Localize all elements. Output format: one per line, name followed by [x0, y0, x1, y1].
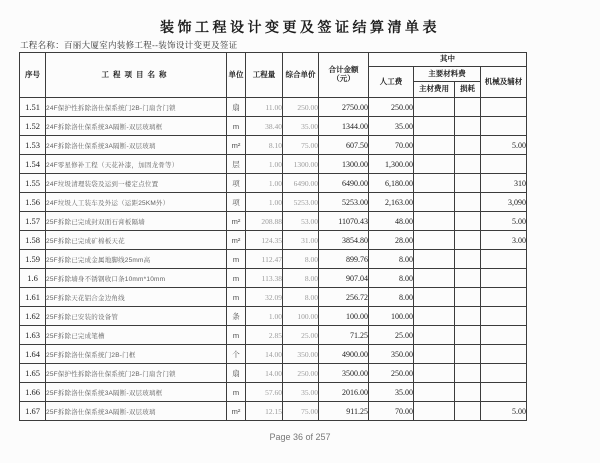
cell-labor: 48.00	[369, 212, 414, 231]
cell-seq: 1.64	[20, 345, 46, 364]
header-loss: 损耗	[455, 82, 481, 98]
cell-loss	[455, 402, 481, 421]
cell-unit: 条	[227, 307, 246, 326]
cell-unit: 扇	[227, 364, 246, 383]
cell-seq: 1.66	[20, 383, 46, 402]
cell-item-name: 25F拆除已完成笔槽	[46, 326, 227, 345]
cell-loss	[455, 269, 481, 288]
cell-seq: 1.57	[20, 212, 46, 231]
cell-main-material	[414, 269, 455, 288]
cell-quantity: 11.00	[246, 98, 283, 117]
cell-unit: m	[227, 326, 246, 345]
cell-machinery	[481, 250, 527, 269]
header-unit-price: 综合单价	[283, 53, 319, 98]
cell-labor: 100.00	[369, 307, 414, 326]
cell-loss	[455, 98, 481, 117]
table-body	[20, 98, 527, 421]
cell-seq: 1.6	[20, 269, 46, 288]
cell-quantity: 1.00	[246, 193, 283, 212]
cell-item-name: 25F拆除已完成金属地脚线25mm高	[46, 250, 227, 269]
cell-main-material	[414, 193, 455, 212]
cell-unit-price: 5253.00	[283, 193, 319, 212]
project-name: 工程名称：百丽大厦室内装修工程--装饰设计变更及签证	[20, 40, 238, 50]
cell-quantity: 12.15	[246, 402, 283, 421]
cell-unit: m	[227, 117, 246, 136]
cell-item-name: 24F垃圾人工装车及外运（运距25KM外）	[46, 193, 227, 212]
cell-labor: 28.00	[369, 231, 414, 250]
cell-machinery: 5.00	[481, 402, 527, 421]
table-row	[20, 231, 527, 250]
cell-unit-price: 8.00	[283, 250, 319, 269]
cell-unit: m²	[227, 136, 246, 155]
settlement-table	[19, 52, 527, 421]
cell-quantity: 32.09	[246, 288, 283, 307]
cell-machinery: 5.00	[481, 136, 527, 155]
cell-total: 11070.43	[319, 212, 369, 231]
cell-unit-price: 350.00	[283, 345, 319, 364]
table-row	[20, 250, 527, 269]
cell-main-material	[414, 98, 455, 117]
cell-unit-price: 250.00	[283, 364, 319, 383]
cell-labor: 35.00	[369, 383, 414, 402]
cell-loss	[455, 174, 481, 193]
table-row	[20, 402, 527, 421]
header-main-material-cost: 主材费用	[414, 82, 455, 98]
table-row	[20, 174, 527, 193]
cell-loss	[455, 212, 481, 231]
cell-labor: 25.00	[369, 326, 414, 345]
table-row	[20, 117, 527, 136]
cell-main-material	[414, 402, 455, 421]
cell-seq: 1.53	[20, 136, 46, 155]
cell-total: 71.25	[319, 326, 369, 345]
table-header	[20, 53, 527, 98]
header-unit: 单位	[227, 53, 246, 98]
cell-loss	[455, 307, 481, 326]
cell-machinery	[481, 364, 527, 383]
cell-loss	[455, 231, 481, 250]
cell-unit-price: 8.00	[283, 288, 319, 307]
cell-main-material	[414, 383, 455, 402]
cell-main-material	[414, 288, 455, 307]
cell-total: 100.00	[319, 307, 369, 326]
cell-unit-price: 75.00	[283, 136, 319, 155]
cell-item-name: 25F拆除天花铝合金边角线	[46, 288, 227, 307]
cell-seq: 1.56	[20, 193, 46, 212]
cell-seq: 1.62	[20, 307, 46, 326]
cell-item-name: 25F拆除洛仕保系统3A隔断-双层玻璃	[46, 402, 227, 421]
cell-unit: m²	[227, 212, 246, 231]
cell-unit-price: 100.00	[283, 307, 319, 326]
cell-seq: 1.51	[20, 98, 46, 117]
cell-seq: 1.59	[20, 250, 46, 269]
header-among-which: 其中	[369, 53, 527, 67]
table-row	[20, 212, 527, 231]
cell-machinery: 3.00	[481, 231, 527, 250]
header-machinery: 机械及辅材	[481, 67, 527, 98]
cell-loss	[455, 155, 481, 174]
cell-item-name: 25F拆除洛仕保系统门2B-门框	[46, 345, 227, 364]
cell-total: 911.25	[319, 402, 369, 421]
cell-machinery	[481, 345, 527, 364]
cell-labor: 8.00	[369, 288, 414, 307]
cell-total: 2750.00	[319, 98, 369, 117]
cell-quantity: 2.85	[246, 326, 283, 345]
cell-item-name: 24F零星修补工程（天花补漆，加固龙骨等）	[46, 155, 227, 174]
cell-unit-price: 8.00	[283, 269, 319, 288]
header-total-amount: 合计金额 （元）	[319, 53, 369, 98]
cell-main-material	[414, 326, 455, 345]
table-row	[20, 136, 527, 155]
cell-main-material	[414, 155, 455, 174]
cell-unit-price: 250.00	[283, 98, 319, 117]
cell-total: 1300.00	[319, 155, 369, 174]
cell-machinery	[481, 307, 527, 326]
cell-total: 607.50	[319, 136, 369, 155]
cell-machinery	[481, 98, 527, 117]
cell-item-name: 25F拆除已完成矿棉板天花	[46, 231, 227, 250]
cell-item-name: 24F拆除洛仕保系统3A隔断-双层玻璃	[46, 136, 227, 155]
cell-unit: m²	[227, 402, 246, 421]
cell-quantity: 14.00	[246, 364, 283, 383]
cell-main-material	[414, 212, 455, 231]
cell-unit-price: 75.00	[283, 402, 319, 421]
cell-loss	[455, 136, 481, 155]
table-row	[20, 383, 527, 402]
cell-item-name: 24F垃圾清理装袋及运到一楼定点位置	[46, 174, 227, 193]
cell-total: 256.72	[319, 288, 369, 307]
cell-loss	[455, 288, 481, 307]
cell-main-material	[414, 364, 455, 383]
cell-quantity: 1.00	[246, 155, 283, 174]
cell-loss	[455, 364, 481, 383]
cell-total: 3854.80	[319, 231, 369, 250]
cell-quantity: 208.88	[246, 212, 283, 231]
cell-seq: 1.55	[20, 174, 46, 193]
table-row	[20, 364, 527, 383]
cell-loss	[455, 326, 481, 345]
cell-loss	[455, 193, 481, 212]
table-row	[20, 345, 527, 364]
cell-main-material	[414, 117, 455, 136]
cell-total: 2016.00	[319, 383, 369, 402]
cell-item-name: 25F拆除已完成封双面石膏板隔墙	[46, 212, 227, 231]
table-row	[20, 98, 527, 117]
cell-unit-price: 31.00	[283, 231, 319, 250]
cell-labor: 70.00	[369, 136, 414, 155]
cell-machinery	[481, 155, 527, 174]
cell-machinery	[481, 288, 527, 307]
cell-unit: 层	[227, 155, 246, 174]
cell-main-material	[414, 174, 455, 193]
cell-unit: 项	[227, 174, 246, 193]
cell-seq: 1.63	[20, 326, 46, 345]
cell-seq: 1.61	[20, 288, 46, 307]
cell-quantity: 38.40	[246, 117, 283, 136]
table-row	[20, 288, 527, 307]
cell-item-name: 24F保护性拆除洛仕保系统门2B-门扇含门锁	[46, 98, 227, 117]
header-labor-cost: 人工费	[369, 67, 414, 98]
cell-quantity: 57.60	[246, 383, 283, 402]
cell-machinery: 3,090	[481, 193, 527, 212]
cell-total: 907.04	[319, 269, 369, 288]
cell-unit: 项	[227, 193, 246, 212]
cell-unit: 扇	[227, 98, 246, 117]
cell-labor: 250.00	[369, 98, 414, 117]
cell-labor: 8.00	[369, 269, 414, 288]
cell-loss	[455, 117, 481, 136]
cell-main-material	[414, 231, 455, 250]
page-title: 装饰工程设计变更及签证结算清单表	[160, 19, 440, 35]
cell-labor: 350.00	[369, 345, 414, 364]
cell-seq: 1.58	[20, 231, 46, 250]
cell-labor: 250.00	[369, 364, 414, 383]
cell-labor: 35.00	[369, 117, 414, 136]
cell-labor: 6,180.00	[369, 174, 414, 193]
cell-labor: 70.00	[369, 402, 414, 421]
cell-main-material	[414, 345, 455, 364]
header-main-material: 主要材料费	[414, 67, 481, 82]
cell-loss	[455, 345, 481, 364]
cell-loss	[455, 383, 481, 402]
cell-seq: 1.67	[20, 402, 46, 421]
page-number: Page 36 of 257	[269, 432, 331, 442]
cell-total: 5253.00	[319, 193, 369, 212]
header-seq: 序号	[20, 53, 46, 98]
cell-labor: 2,163.00	[369, 193, 414, 212]
cell-total: 1344.00	[319, 117, 369, 136]
cell-unit: 个	[227, 345, 246, 364]
cell-machinery	[481, 383, 527, 402]
cell-item-name: 25F拆除墙身不锈钢收口条10mm*10mm	[46, 269, 227, 288]
cell-quantity: 1.00	[246, 174, 283, 193]
cell-item-name: 25F拆除已安装的设备管	[46, 307, 227, 326]
cell-machinery: 310	[481, 174, 527, 193]
table-row	[20, 193, 527, 212]
cell-loss	[455, 250, 481, 269]
cell-quantity: 113.38	[246, 269, 283, 288]
cell-labor: 8.00	[369, 250, 414, 269]
cell-total: 6490.00	[319, 174, 369, 193]
cell-unit-price: 35.00	[283, 383, 319, 402]
cell-unit-price: 6490.00	[283, 174, 319, 193]
cell-item-name: 24F拆除洛仕保系统3A隔断-双层玻璃框	[46, 117, 227, 136]
cell-total: 3500.00	[319, 364, 369, 383]
cell-unit: m	[227, 250, 246, 269]
cell-unit-price: 1300.00	[283, 155, 319, 174]
cell-machinery	[481, 326, 527, 345]
header-project-name: 工程项目名称	[46, 53, 227, 98]
cell-quantity: 8.10	[246, 136, 283, 155]
cell-quantity: 1.00	[246, 307, 283, 326]
cell-machinery: 5.00	[481, 212, 527, 231]
cell-item-name: 25F保护性拆除洛仕保系统门2B-门扇含门锁	[46, 364, 227, 383]
table-row	[20, 307, 527, 326]
cell-machinery	[481, 269, 527, 288]
cell-unit-price: 53.00	[283, 212, 319, 231]
cell-main-material	[414, 136, 455, 155]
cell-machinery	[481, 117, 527, 136]
cell-unit: m	[227, 383, 246, 402]
cell-labor: 1,300.00	[369, 155, 414, 174]
cell-quantity: 14.00	[246, 345, 283, 364]
cell-total: 4900.00	[319, 345, 369, 364]
cell-quantity: 124.35	[246, 231, 283, 250]
cell-unit-price: 35.00	[283, 117, 319, 136]
cell-unit: m²	[227, 231, 246, 250]
table-row	[20, 326, 527, 345]
header-quantity: 工程量	[246, 53, 283, 98]
cell-main-material	[414, 307, 455, 326]
cell-main-material	[414, 250, 455, 269]
cell-unit: m	[227, 288, 246, 307]
table-row	[20, 155, 527, 174]
table-row	[20, 269, 527, 288]
cell-seq: 1.65	[20, 364, 46, 383]
cell-item-name: 25F拆除洛仕保系统3A隔断-双层玻璃框	[46, 383, 227, 402]
cell-quantity: 112.47	[246, 250, 283, 269]
cell-unit: m	[227, 269, 246, 288]
cell-unit-price: 25.00	[283, 326, 319, 345]
cell-total: 899.76	[319, 250, 369, 269]
cell-seq: 1.52	[20, 117, 46, 136]
cell-seq: 1.54	[20, 155, 46, 174]
